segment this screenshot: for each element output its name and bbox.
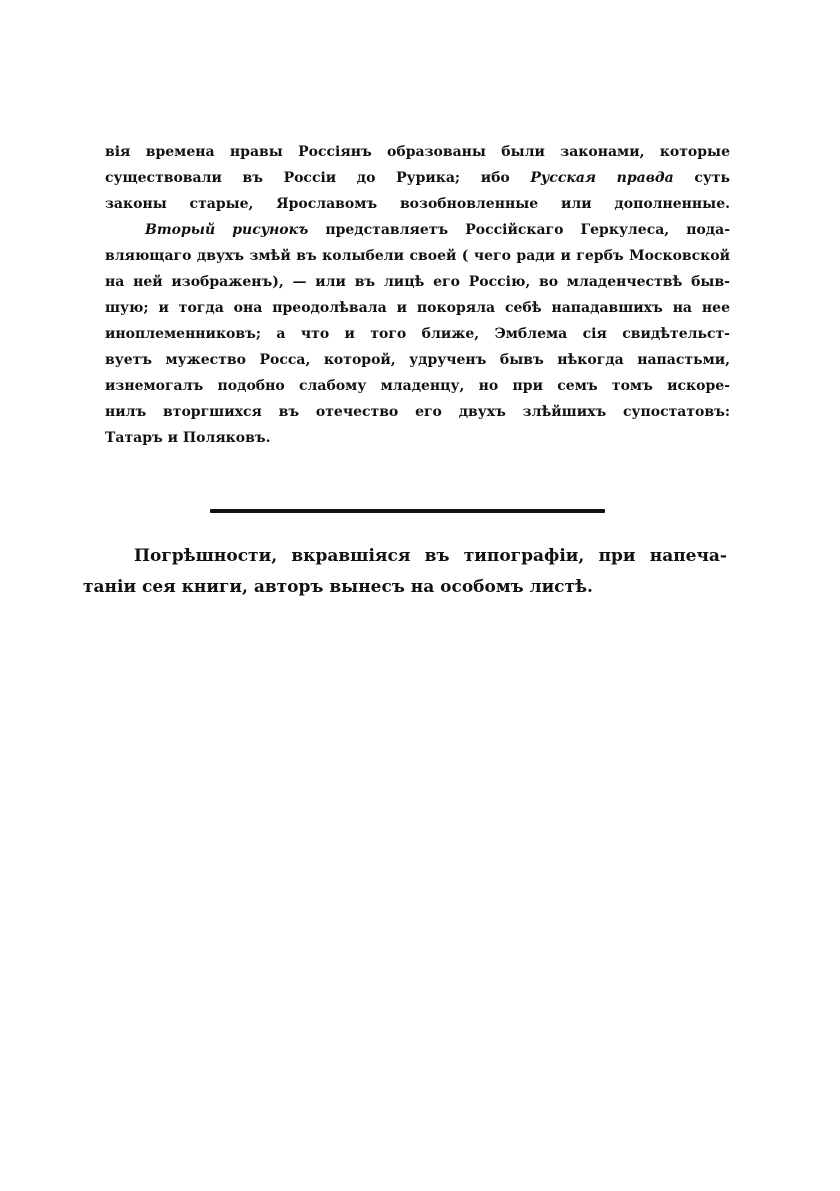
text-line — [105, 217, 730, 243]
text-segment: существовали въ Россіи до Рурика; ибо — [105, 170, 510, 186]
main-paragraph — [105, 139, 730, 451]
text-line: вія времена нравы Россіянъ образованы были законами, которые — [105, 144, 730, 160]
text-line: шую; и тогда она преодолѣвала и покоряла себѣ нападавшихъ на нее — [105, 300, 730, 316]
text-line: иноплеменниковъ; а что и того ближе, Эмблема сія свидѣтельст- — [105, 326, 730, 342]
divider-rule — [210, 509, 605, 513]
text-line: изнемогалъ подобно слабому младенцу, но при семъ томъ искоре- — [105, 378, 730, 394]
errata-line: таніи сея книги, авторъ вынесъ на особомъ листѣ. — [83, 577, 593, 597]
text-segment: представляетъ Россійскаго Геркулеса, пода- — [325, 222, 731, 238]
text-line: вуетъ мужество Росса, которой, удрученъ бывъ нѣкогда напастьми, — [105, 352, 730, 368]
errata-note — [83, 541, 727, 603]
italic-title: Русская правда — [530, 170, 674, 186]
text-line — [105, 165, 730, 191]
text-line: вляющаго двухъ змѣй въ колыбели своей ( чего ради и гербъ Московской — [105, 248, 730, 264]
italic-term: Вторый рисунокъ — [145, 222, 309, 238]
text-segment: суть — [694, 170, 730, 186]
text-line: нилъ вторгшихся въ отечество его двухъ злѣйшихъ супостатовъ: — [105, 404, 730, 420]
text-line: законы старые, Ярославомъ возобновленные или дополненные. — [105, 196, 730, 212]
text-line: Татаръ и Поляковъ. — [105, 430, 271, 446]
text-line: на ней изображенъ), — или въ лицѣ его Россію, во младенчествѣ быв- — [105, 274, 730, 290]
errata-line: Погрѣшности, вкравшіяся въ типографіи, при напеча- — [134, 546, 727, 566]
